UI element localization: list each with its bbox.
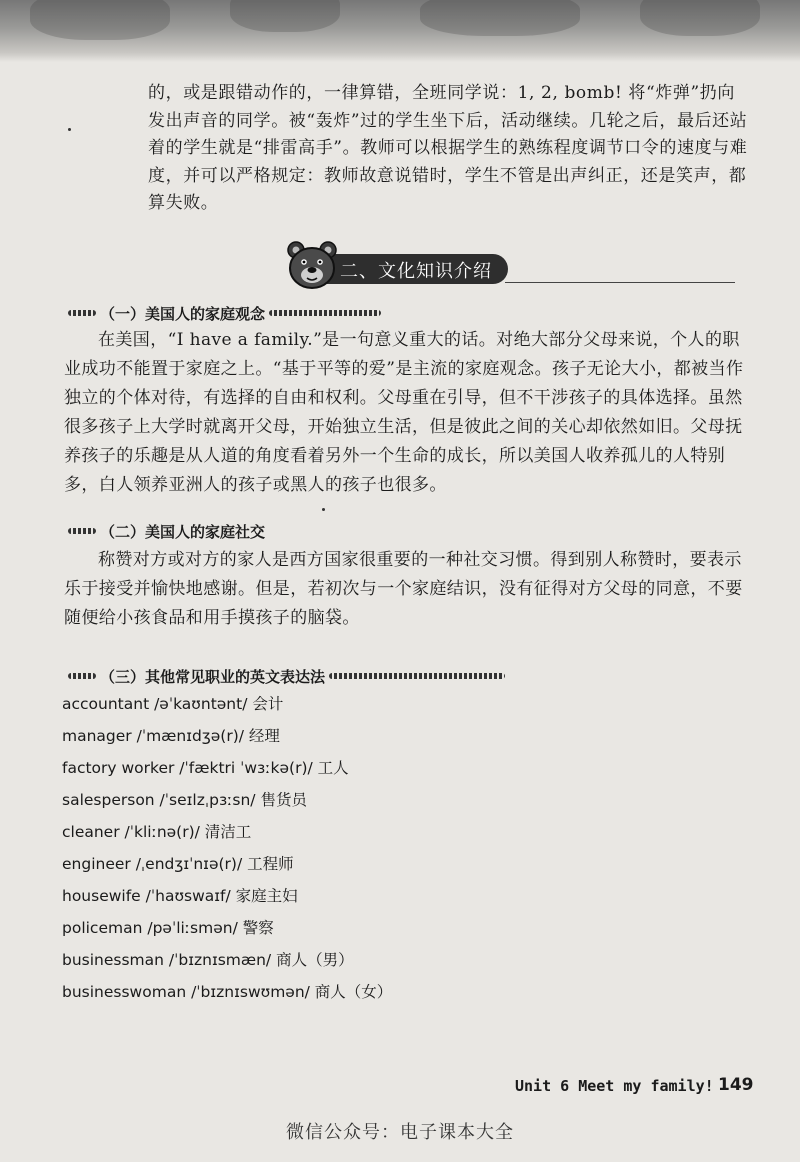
section-heading-3-text: （三）其他常见职业的英文表达法 bbox=[100, 667, 326, 686]
print-speck bbox=[68, 128, 71, 131]
wavy-rule bbox=[68, 673, 96, 679]
print-speck bbox=[322, 508, 325, 511]
section-banner bbox=[282, 240, 512, 292]
vocab-item: policeman /pəˈliːsmən/ 警察 bbox=[62, 919, 274, 937]
vocab-item: engineer /ˌendʒɪˈnɪə(r)/ 工程师 bbox=[62, 855, 294, 873]
vocab-item: businessman /ˈbɪznɪsmæn/ 商人（男） bbox=[62, 951, 354, 969]
wavy-rule bbox=[269, 310, 381, 316]
section-heading-1-text: （一）美国人的家庭观念 bbox=[100, 304, 266, 323]
section-heading-2 bbox=[64, 519, 265, 543]
vocab-item: housewife /ˈhaʊswaɪf/ 家庭主妇 bbox=[62, 887, 298, 905]
watermark: 微信公众号：电子课本大全 bbox=[286, 1122, 514, 1143]
banner-divider bbox=[505, 282, 735, 283]
bear-mascot-icon bbox=[282, 238, 344, 294]
vocab-item: businesswoman /ˈbɪznɪswʊmən/ 商人（女） bbox=[62, 983, 393, 1001]
wavy-rule bbox=[68, 528, 96, 534]
section-heading-3 bbox=[64, 664, 509, 688]
section-1-body: 在美国，“I have a family.”是一句意义重大的话。对绝大部分父母来说，个人的职业成功不能置于家庭之上。“基于平等的爱”是主流的家庭观念。孩子无论大小，都被当作独立的个体对待，有选择的自由和权利。父母重在引导，但不干涉孩子的具体选择。虽然很多孩子上大学时就离开父母，开始独立生活，但是彼此之间的关心却依然如旧。父母抚养孩子的乐趣是从人道的角度看着另外一个生命的成长，所以美国人收养孤儿的人特别多，白人领养亚洲人的孩子或黑人的孩子也很多。 bbox=[64, 330, 744, 495]
intro-paragraph: 的，或是跟错动作的，一律算错，全班同学说：1, 2, bomb! 将“炸弹”扔向发出声音的同学。被“轰炸”过的学生坐下后，活动继续。几轮之后，最后还站着的学生就是“排雷高手”。教师可以根据学生的熟练程度调节口令的速度与难度，并可以严格规定：教师故意说错时，学生不管是出声纠正，还是笑声，都算失败。 bbox=[148, 83, 748, 213]
vocab-item: accountant /əˈkaʊntənt/ 会计 bbox=[62, 695, 284, 713]
page-number: 149 bbox=[718, 1075, 754, 1095]
wavy-rule bbox=[329, 673, 505, 679]
intro-paragraph-block bbox=[148, 80, 748, 218]
footer-unit-title: Unit 6 Meet my family! bbox=[515, 1077, 714, 1095]
section-heading-1 bbox=[64, 301, 385, 325]
vocab-item: salesperson /ˈseɪlzˌpɜːsn/ 售货员 bbox=[62, 791, 307, 809]
vocab-item: cleaner /ˈkliːnə(r)/ 清洁工 bbox=[62, 823, 252, 841]
occupation-vocabulary-list bbox=[62, 688, 562, 1008]
wavy-rule bbox=[68, 310, 96, 316]
vocab-item: factory worker /ˈfæktri ˈwɜːkə(r)/ 工人 bbox=[62, 759, 349, 777]
banner-title: 二、文化知识介绍 bbox=[340, 261, 492, 282]
section-heading-2-text: （二）美国人的家庭社交 bbox=[100, 522, 266, 541]
vocab-item: manager /ˈmænɪdʒə(r)/ 经理 bbox=[62, 727, 280, 745]
section-2-body: 称赞对方或对方的家人是西方国家很重要的一种社交习惯。得到别人称赞时，要表示乐于接受并愉快地感谢。但是，若初次与一个家庭结识，没有征得对方父母的同意，不要随便给小孩食品和用手摸孩子的脑袋。 bbox=[64, 550, 743, 628]
